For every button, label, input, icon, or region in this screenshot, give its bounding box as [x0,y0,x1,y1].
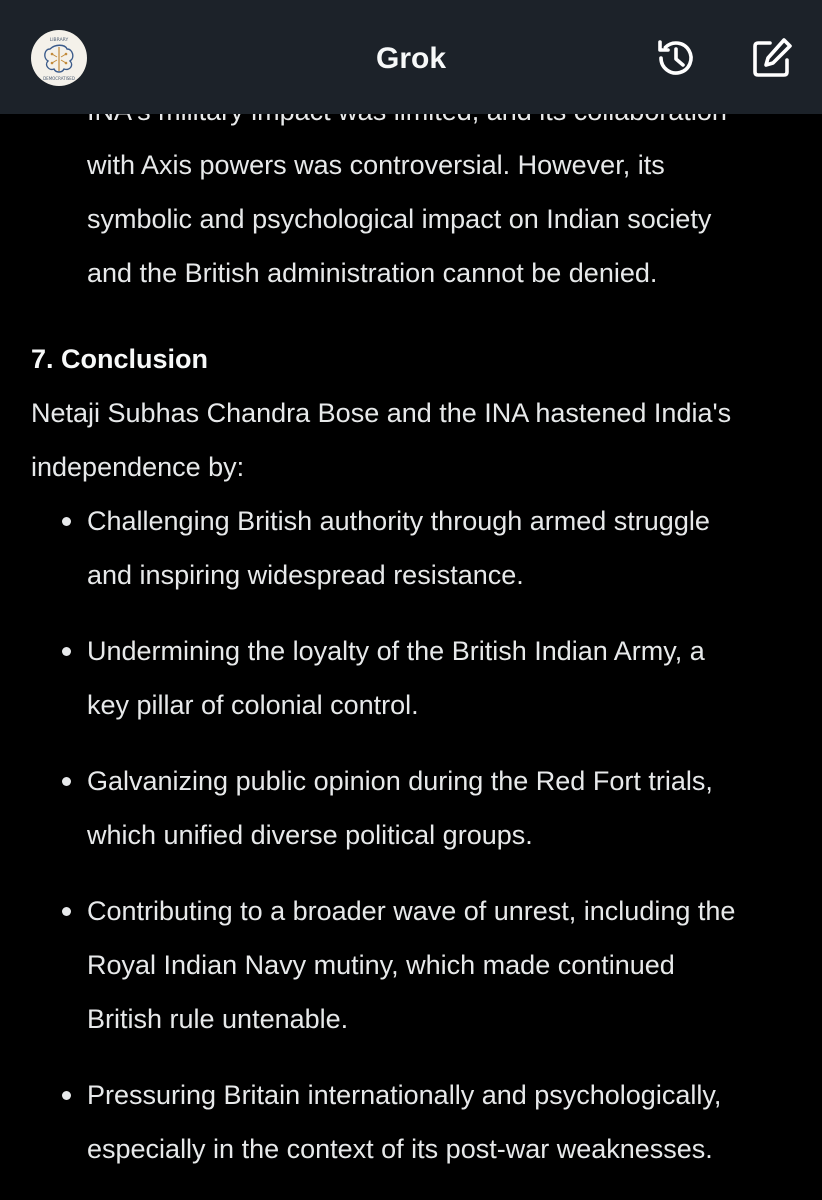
compose-icon [748,34,796,82]
paragraph-line: Netaji Subhas Chandra Bose and the INA hastened India's [31,398,732,428]
list-item-line: Pressuring Britain internationally and psychologically, [87,1080,722,1110]
bullet-dot [62,517,71,526]
paragraph-line: symbolic and psychological impact on Indian society [87,204,712,234]
list-item-line: Galvanizing public opinion during the Red Fort trials, [87,766,713,796]
svg-text:DEMOCRATISED: DEMOCRATISED [43,76,75,81]
history-icon [652,34,700,82]
list-item-line: Royal Indian Navy mutiny, which made continued [87,950,675,980]
list-item-line: Contributing to a broader wave of unrest, including the [87,896,736,926]
top-bar [0,0,822,114]
list-item-line: which unified diverse political groups. [87,820,533,850]
list-item-line: and inspiring widespread resistance. [87,560,524,590]
list-item-line: especially in the context of its post-war weaknesses. [87,1134,713,1164]
page-title: Grok [375,42,447,75]
svg-text:LIBRARY: LIBRARY [49,38,69,43]
bullet-dot [62,777,71,786]
section-heading: 7. Conclusion [31,344,209,374]
compose-button[interactable] [748,34,796,82]
bullet-dot [62,1091,71,1100]
list-item-line: British rule untenable. [87,1004,349,1034]
list-item-line: Challenging British authority through armed struggle [87,506,710,536]
list-item-line: Undermining the loyalty of the British Indian Army, a [87,636,705,666]
paragraph-line: with Axis powers was controversial. However, its [87,150,665,180]
bullet-dot [62,907,71,916]
bullet-dot [62,647,71,656]
list-item-line: key pillar of colonial control. [87,690,419,720]
history-button[interactable] [652,34,700,82]
paragraph-line: and the British administration cannot be denied. [87,258,658,288]
paragraph-line: independence by: [31,452,245,482]
